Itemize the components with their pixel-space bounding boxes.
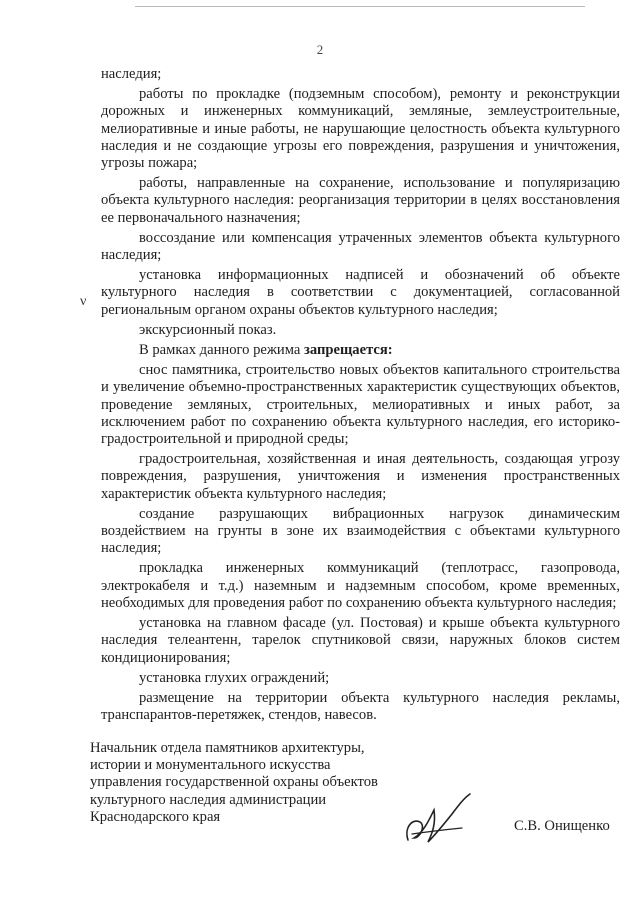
prohibited-lead: В рамках данного режима xyxy=(139,342,304,359)
paragraph-demolition: снос памятника, строительство новых объектов капитального строительства и увеличение объемно-пространственных характеристик существующих объектов, проведение земляных, строительных, мелиоративных и иных работ, за исключением работ по сохранению объекта культурного наследия, его историко-градостроительной и природной среды; xyxy=(101,362,620,448)
paragraph-utility-lines: прокладка инженерных коммуникаций (теплотрасс, газопровода, электрокабеля и т.д.) наземным и надземным способом, кроме временных, необходимых для проведения работ по сохранению объекта культурного наследия; xyxy=(101,560,620,611)
paragraph-vibration: создание разрушающих вибрационных нагрузок динамическим воздействием на грунты в зоне их взаимодействия с объектами культурного наследия; xyxy=(101,505,620,557)
scan-edge-line xyxy=(135,6,585,7)
paragraph-urban-activity: градостроительная, хозяйственная и иная деятельность, создающая угрозу повреждения, разрушения, уничтожения и изменения пространственных характеристик объекта культурного наследия; xyxy=(101,451,620,502)
signer-title-line-3: управления государственной охраны объектов xyxy=(90,774,378,791)
paragraph-information-signs: установка информационных надписей и обозначений об объекте культурного наследия в соответствии с документацией, согласованной региональным органом охраны объектов культурного наследия; xyxy=(101,267,620,318)
paragraph-excursion: экскурсионный показ. xyxy=(139,321,277,338)
paragraph-preservation-works: работы, направленные на сохранение, использование и популяризацию объекта культурного наследия: реорганизация территории в целях восстановления ее первоначального назначения; xyxy=(101,175,620,226)
paragraph-recreation: воссоздание или компенсация утраченных элементов объекта культурного наследия; xyxy=(101,229,620,264)
margin-check-mark: ν xyxy=(80,294,87,309)
signature-block xyxy=(90,740,390,826)
handwritten-signature xyxy=(402,788,474,852)
signer-title-line-1: Начальник отдела памятников архитектуры, xyxy=(90,740,365,756)
signer-name: С.В. Онищенко xyxy=(514,818,610,834)
paragraph-antennas: установка на главном фасаде (ул. Постовая) и крыше объекта культурного наследия телеантенн, тарелок спутниковой связи, наружных блоков систем кондиционирования; xyxy=(101,615,620,666)
signer-title-line-5: Краснодарского края xyxy=(90,808,221,825)
paragraph-utility-works: работы по прокладке (подземным способом), ремонту и реконструкции дорожных и инженерных коммуникаций, земляные, землеустроительные, мелиоративные и иные работы, не нарушающие целостность объекта культурного наследия и не создающие угрозы его повреждения, разрушения и уничтожения, угрозы пожара; xyxy=(101,86,620,172)
paragraph-advertising: размещение на территории объекта культурного наследия рекламы, транспарантов-перетяжек, стендов, навесов. xyxy=(101,689,620,724)
document-body xyxy=(101,66,620,727)
page-number: 2 xyxy=(316,42,324,57)
paragraph-prohibited-heading xyxy=(101,342,620,359)
paragraph-continuation: наследия; xyxy=(101,66,162,82)
prohibited-keyword: запрещается: xyxy=(304,342,393,359)
paragraph-fences: установка глухих ограждений; xyxy=(139,669,330,686)
signer-title-line-2: истории и монументального искусства xyxy=(90,757,331,774)
signer-title-line-4: культурного наследия администрации xyxy=(90,791,327,808)
